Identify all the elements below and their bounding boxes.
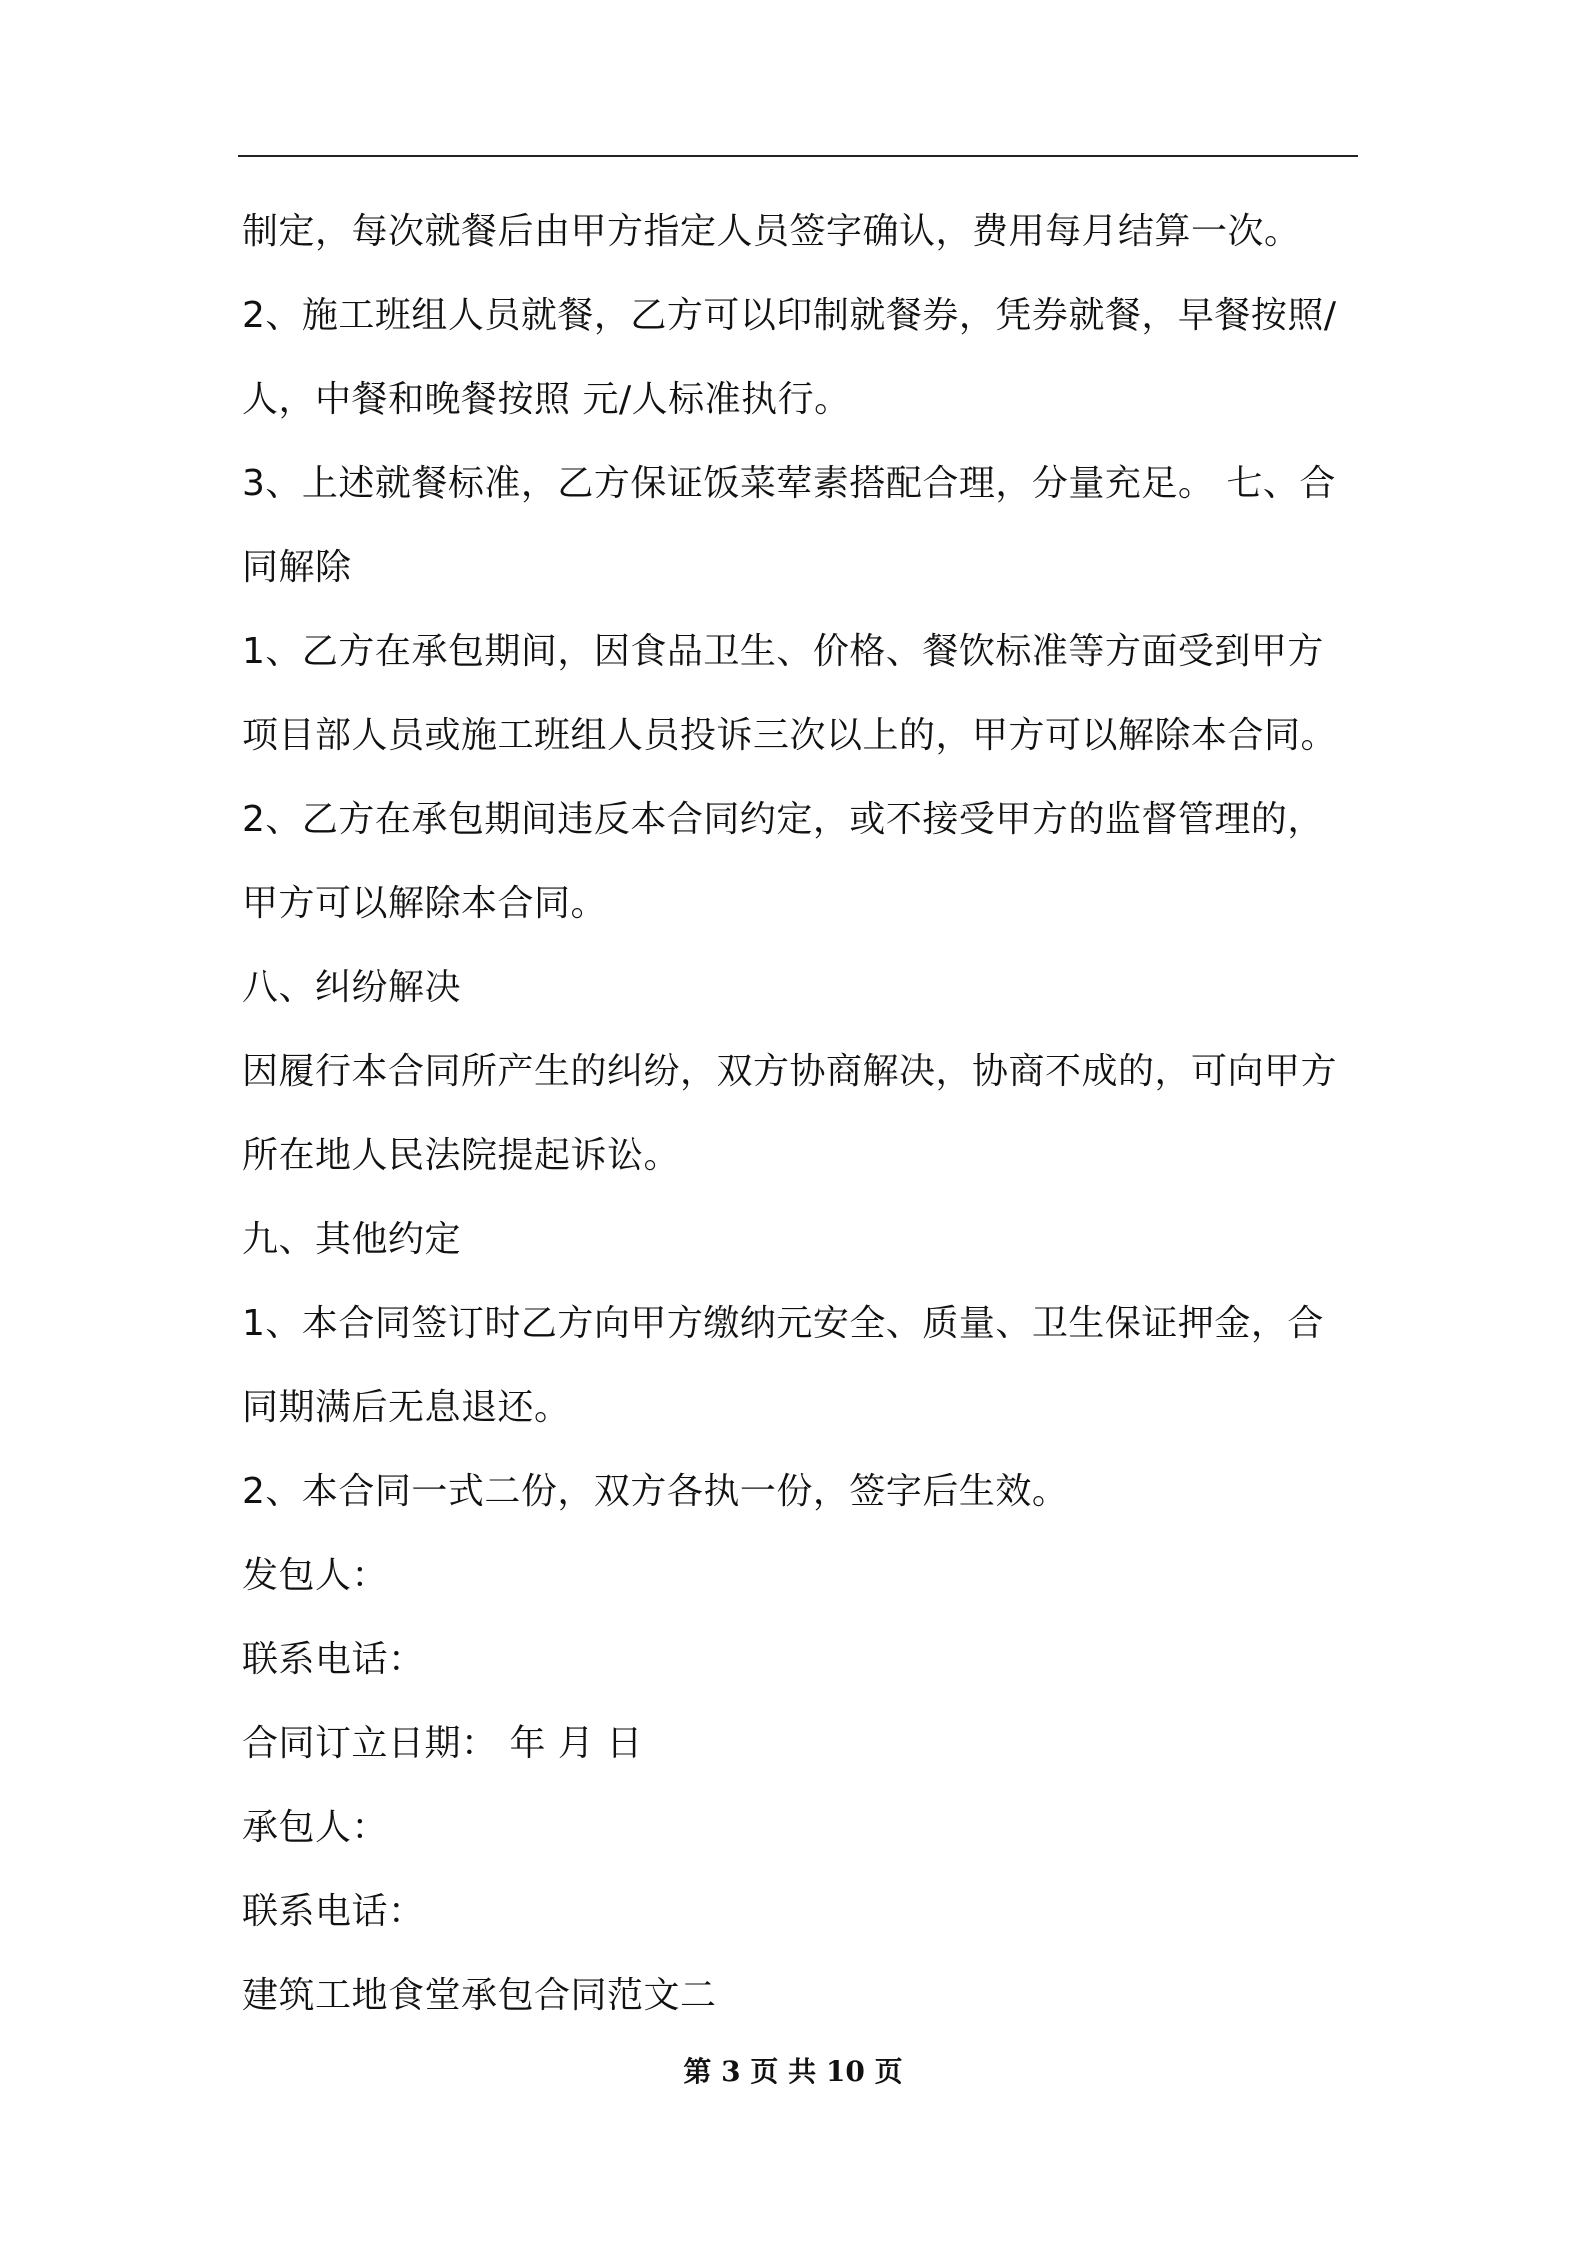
signature-field-label: 联系电话： xyxy=(242,1639,425,1680)
signature-field-label: 发包人： xyxy=(242,1555,389,1596)
signature-field-label: 合同订立日期： 年 月 日 xyxy=(242,1723,643,1764)
text-line: 2、乙方在承包期间违反本合同约定，或不接受甲方的监督管理的， xyxy=(242,799,1324,840)
text-line: 同解除 xyxy=(242,547,352,588)
text-line: 1、本合同签订时乙方向甲方缴纳元安全、质量、卫生保证押金，合 xyxy=(242,1303,1324,1344)
text-line: 制定，每次就餐后由甲方指定人员签字确认，费用每月结算一次。 xyxy=(242,211,1301,252)
section-title: 建筑工地食堂承包合同范文二 xyxy=(242,1975,717,2016)
text-line: 人，中餐和晚餐按照 元/人标准执行。 xyxy=(242,379,851,420)
text-line: 同期满后无息退还。 xyxy=(242,1387,571,1428)
text-line: 2、本合同一式二份，双方各执一份，签字后生效。 xyxy=(242,1471,1069,1512)
page-number: 第 3 页 共 10 页 xyxy=(683,2055,903,2088)
signature-field-label: 承包人： xyxy=(242,1807,389,1848)
text-line: 甲方可以解除本合同。 xyxy=(242,883,608,924)
section-heading: 八、纠纷解决 xyxy=(242,967,462,1008)
signature-field-label: 联系电话： xyxy=(242,1891,425,1932)
text-line: 因履行本合同所产生的纠纷，双方协商解决，协商不成的，可向甲方 xyxy=(242,1051,1338,1092)
header-rule xyxy=(238,155,1358,157)
document-body xyxy=(242,190,1362,2038)
text-line: 项目部人员或施工班组人员投诉三次以上的，甲方可以解除本合同。 xyxy=(242,715,1338,756)
text-line: 2、施工班组人员就餐，乙方可以印制就餐券，凭券就餐，早餐按照/ xyxy=(242,295,1337,336)
section-heading: 九、其他约定 xyxy=(242,1219,462,1260)
text-line: 3、上述就餐标准，乙方保证饭菜荤素搭配合理，分量充足。 七、合 xyxy=(242,463,1336,504)
text-line: 1、乙方在承包期间，因食品卫生、价格、餐饮标准等方面受到甲方 xyxy=(242,631,1324,672)
text-line: 所在地人民法院提起诉讼。 xyxy=(242,1135,681,1176)
